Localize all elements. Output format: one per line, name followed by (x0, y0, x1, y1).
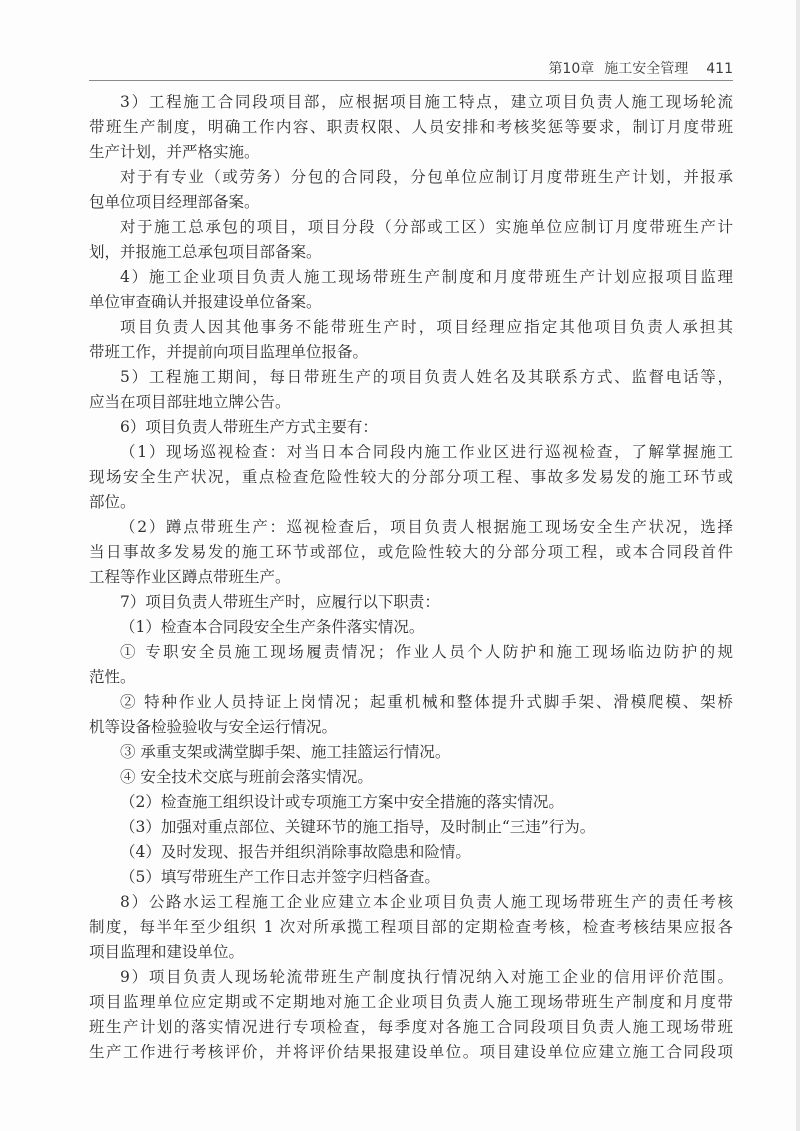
text-line: （1）现场巡视检查：对当日本合同段内施工作业区进行巡视检查，了解掌握施工 (120, 443, 733, 461)
chapter-number: 第10章 (548, 61, 595, 77)
text-line: 9）项目负责人现场轮流带班生产制度执行情况纳入对施工企业的信用评价范围。 (120, 968, 733, 986)
text-line: 现场安全生产状况，重点检查危险性较大的分部分项工程、事故多发易发的施工环节或 (89, 468, 733, 486)
chapter-title: 施工安全管理 (604, 61, 689, 77)
running-header (89, 58, 733, 78)
text-line: 项目负责人因其他事务不能带班生产时，项目经理应指定其他项目负责人承担其 (120, 318, 733, 336)
text-line: 对于施工总承包的项目，项目分段（分部或工区）实施单位应制订月度带班生产计 (120, 218, 733, 236)
text-line: （4）及时发现、报告并组织消除事故隐患和险情。 (120, 843, 471, 861)
page-number: 411 (706, 61, 733, 77)
text-line: 机等设备检验验收与安全运行情况。 (89, 718, 338, 736)
text-line: （5）填写带班生产工作日志并签字归档备查。 (120, 868, 440, 886)
text-line: 单位审查确认并报建设单位备案。 (89, 293, 322, 311)
text-line: 划，并报施工总承包项目部备案。 (89, 243, 322, 261)
text-line: 6）项目负责人带班生产方式主要有： (120, 418, 378, 436)
text-line: 对于有专业（或劳务）分包的合同段，分包单位应制订月度带班生产计划，并报承 (120, 168, 733, 186)
text-line: 8）公路水运工程施工企业应建立本企业项目负责人施工现场带班生产的责任考核 (120, 893, 733, 911)
text-line: （2）蹲点带班生产：巡视检查后，项目负责人根据施工现场安全生产状况，选择 (120, 518, 733, 536)
text-line: （2）检查施工组织设计或专项施工方案中安全措施的落实情况。 (120, 793, 564, 811)
text-line: 3）工程施工合同段项目部，应根据项目施工特点，建立项目负责人施工现场轮流 (120, 93, 733, 111)
body-text (89, 90, 733, 1065)
text-line: 生产计划，并严格实施。 (89, 143, 260, 161)
text-line: 带班工作，并提前向项目监理单位报备。 (89, 343, 369, 361)
text-line: 7）项目负责人带班生产时，应履行以下职责： (120, 593, 440, 611)
text-line: 项目监理单位应定期或不定期地对施工企业项目负责人施工现场带班生产制度和月度带 (89, 993, 733, 1011)
text-line: ④ 安全技术交底与班前会落实情况。 (120, 768, 373, 786)
text-line: 工程等作业区蹲点带班生产。 (89, 568, 291, 586)
text-line: 应当在项目部驻地立牌公告。 (89, 393, 291, 411)
text-line: 制度，每半年至少组织 1 次对所承揽工程项目部的定期检查考核，检查考核结果应报各 (89, 918, 733, 936)
text-line: 范性。 (89, 668, 136, 686)
scan-edge-shadow (796, 0, 800, 1131)
text-line: ② 特种作业人员持证上岗情况；起重机械和整体提升式脚手架、滑模爬模、架桥 (120, 693, 733, 711)
text-line: ① 专职安全员施工现场履责情况；作业人员个人防护和施工现场临边防护的规 (120, 643, 733, 661)
text-line: （3）加强对重点部位、关键环节的施工指导，及时制止“三违”行为。 (120, 818, 596, 836)
text-line: 5）工程施工期间，每日带班生产的项目负责人姓名及其联系方式、监督电话等， (120, 368, 733, 386)
text-line: ③ 承重支架或满堂脚手架、施工挂篮运行情况。 (120, 743, 451, 761)
text-line: 带班生产制度，明确工作内容、职责权限、人员安排和考核奖惩等要求，制订月度带班 (89, 118, 733, 136)
text-line: 当日事故多发易发的施工环节或部位，或危险性较大的分部分项工程，或本合同段首件 (89, 543, 733, 561)
text-line: 部位。 (89, 493, 136, 511)
text-line: 项目监理和建设单位。 (89, 943, 245, 961)
header-rule (89, 80, 733, 81)
text-line: （1）检查本合同段安全生产条件落实情况。 (120, 618, 425, 636)
text-line: 生产工作进行考核评价，并将评价结果报建设单位。项目建设单位应建立施工合同段项 (89, 1043, 733, 1061)
text-line: 班生产计划的落实情况进行专项检查，每季度对各施工合同段项目负责人施工现场带班 (89, 1018, 733, 1036)
text-line: 包单位项目经理部备案。 (89, 193, 260, 211)
text-line: 4）施工企业项目负责人施工现场带班生产制度和月度带班生产计划应报项目监理 (120, 268, 733, 286)
